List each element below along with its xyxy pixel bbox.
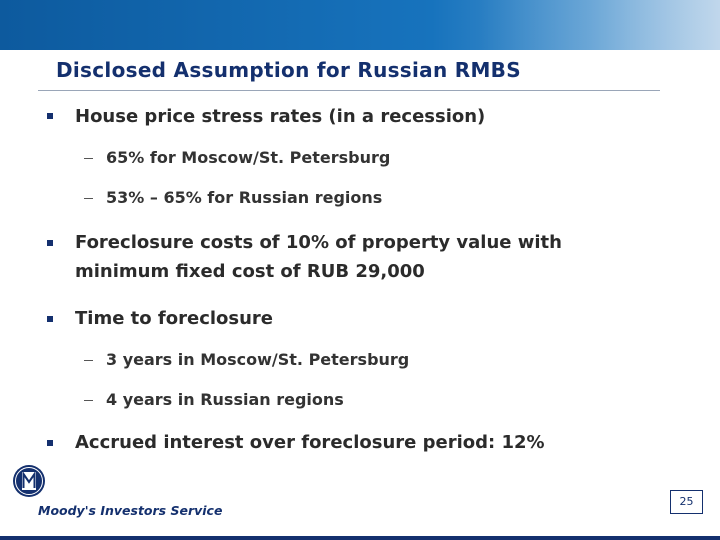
title-divider bbox=[38, 90, 660, 91]
bullet-house-price-stress: House price stress rates (in a recession) bbox=[75, 106, 486, 127]
header-banner bbox=[0, 0, 720, 50]
dash-icon bbox=[84, 400, 93, 401]
sub-bullet-regions-stress: 53% – 65% for Russian regions bbox=[106, 188, 383, 207]
dash-icon bbox=[84, 360, 93, 361]
dash-icon bbox=[84, 158, 93, 159]
bullet-foreclosure-costs-line2: minimum fixed cost of RUB 29,000 bbox=[75, 261, 425, 282]
moodys-m-logo bbox=[12, 464, 46, 498]
dash-icon bbox=[84, 198, 93, 199]
footer-rule bbox=[0, 536, 720, 540]
company-name: Moody's Investors Service bbox=[38, 503, 223, 518]
sub-bullet-moscow-years: 3 years in Moscow/St. Petersburg bbox=[106, 350, 410, 369]
square-bullet-icon bbox=[47, 113, 53, 119]
slide-title: Disclosed Assumption for Russian RMBS bbox=[56, 58, 521, 82]
sub-bullet-moscow-stress: 65% for Moscow/St. Petersburg bbox=[106, 148, 391, 167]
bullet-foreclosure-costs-line1: Foreclosure costs of 10% of property value with bbox=[75, 232, 562, 253]
bullet-accrued-interest: Accrued interest over foreclosure period: 12% bbox=[75, 432, 545, 453]
header-banner-fade bbox=[480, 0, 720, 50]
square-bullet-icon bbox=[47, 240, 53, 246]
square-bullet-icon bbox=[47, 316, 53, 322]
square-bullet-icon bbox=[47, 440, 53, 446]
bullet-time-to-foreclosure: Time to foreclosure bbox=[75, 308, 274, 329]
sub-bullet-regions-years: 4 years in Russian regions bbox=[106, 390, 344, 409]
page-number: 25 bbox=[670, 490, 703, 514]
